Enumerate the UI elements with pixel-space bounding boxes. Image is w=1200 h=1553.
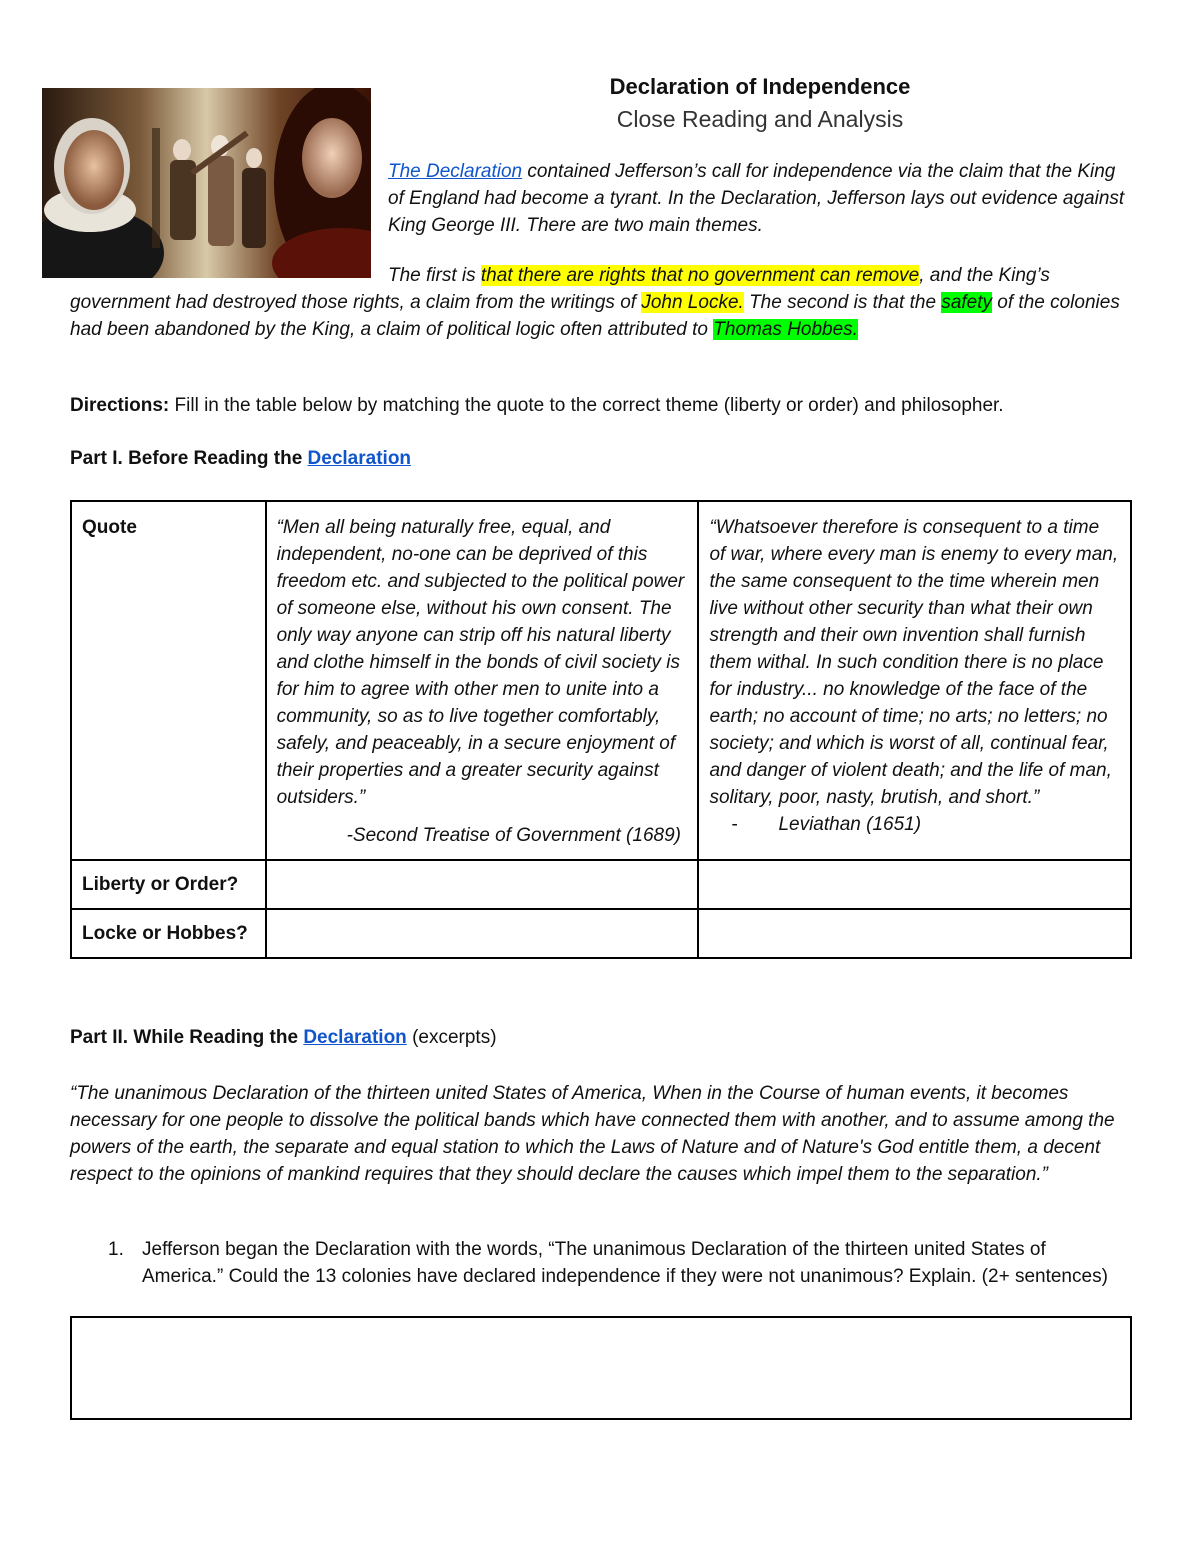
themes-paragraph <box>70 262 1132 343</box>
part1-heading <box>70 448 1132 470</box>
intro-text: contained Jefferson’s call for independence via the claim that the King of England had become a tyrant. In the Declaration, Jefferson lays out evidence against King George III. There are two main themes. <box>388 161 1125 236</box>
table-row-liberty-order <box>71 860 1131 909</box>
row-header-locke-hobbes: Locke or Hobbes? <box>71 909 266 958</box>
document-title: Declaration of Independence <box>609 74 911 99</box>
part2-declaration-link[interactable]: Declaration <box>303 1027 407 1048</box>
directions <box>70 395 1132 417</box>
quote-hobbes-text: “Whatsoever therefore is consequent to a time of war, where every man is enemy to every man, the same consequent to the time wherein men live without other security than what their own strength and their own invention shall furnish them withal. In such condition there is no place for industry... no knowledge of the face of the earth; no account of time; no arts; no letters; no society; and which is worst of all, continual fear, and danger of violent death; and the life of man, solitary, poor, nasty, brutish, and short.” <box>709 517 1119 808</box>
document-subtitle: Close Reading and Analysis <box>616 106 904 132</box>
declaration-excerpt: “The unanimous Declaration of the thirteen united States of America, When in the Course of human events, it becomes necessary for one people to dissolve the political bands which have connected them with another, and to assume among the powers of the earth, the separate and equal station to which the Laws of Nature and of Nature's God entitle them, a decent respect to the opinions of mankind requires that they should declare the causes which impel them to the separation.” <box>70 1083 1115 1185</box>
highlight-thomas-hobbes: Thomas Hobbes. <box>713 319 858 340</box>
answer-box-question-1[interactable] <box>70 1316 1132 1420</box>
row-header-liberty-order: Liberty or Order? <box>71 860 266 909</box>
intro-paragraph <box>388 158 1133 239</box>
directions-text: Fill in the table below by matching the quote to the correct theme (liberty or order) and philosopher. <box>169 395 1004 416</box>
answer-cell-liberty-1[interactable] <box>266 860 699 909</box>
quote-hobbes-source-text: Leviathan (1651) <box>778 814 922 835</box>
part2-heading-text: Part II. While Reading the <box>70 1027 304 1048</box>
question-text: Jefferson began the Declaration with the words, “The unanimous Declaration of the thirteen united States of America.” Could the 13 colonies have declared independence if they were not unanimous? Explain. (2+ sentences) <box>142 1239 1108 1287</box>
quote-hobbes-cell <box>698 501 1131 860</box>
table-row-locke-hobbes <box>71 909 1131 958</box>
part2-suffix: (excerpts) <box>406 1027 497 1048</box>
quote-locke-text: “Men all being naturally free, equal, and independent, no-one can be deprived of this freedom etc. and subjected to the political power of someone else, without his own consent. The only way anyone can strip off his natural liberty and clothe himself in the bonds of civil society is for him to agree with other men to unite into a community, so as to live together comfortably, safely, and peaceably, in a secure enjoyment of their properties and a greater security against outsiders.” <box>276 517 685 808</box>
themes-text-1: The first is <box>388 265 481 286</box>
themes-text-4: of the colonies had been abandoned by the King, a claim of political logic often attributed to <box>70 292 1120 340</box>
answer-cell-philosopher-2[interactable] <box>698 909 1131 958</box>
quote-locke-source: -Second Treatise of Government (1689) <box>346 825 681 846</box>
answer-cell-liberty-2[interactable] <box>698 860 1131 909</box>
quote-hobbes-source <box>709 811 1120 838</box>
table-row-quote <box>71 501 1131 860</box>
question-number: 1. <box>108 1239 124 1260</box>
directions-label: Directions: <box>70 395 170 416</box>
highlight-rights: that there are rights that no government can remove <box>480 265 920 286</box>
answer-cell-philosopher-1[interactable] <box>266 909 699 958</box>
themes-text-2: , and the King’s government had destroyed those rights, a claim from the writings of <box>70 265 1050 313</box>
source-dash: - <box>731 814 738 835</box>
header-illustration <box>42 88 371 278</box>
part1-heading-text: Part I. Before Reading the <box>70 448 308 469</box>
declaration-link[interactable]: The Declaration <box>388 161 523 182</box>
quote-locke-cell <box>266 501 699 860</box>
highlight-safety: safety <box>941 292 993 313</box>
highlight-john-locke: John Locke. <box>641 292 744 313</box>
quote-table <box>70 500 1132 959</box>
part2-heading <box>70 1027 1132 1049</box>
part1-declaration-link[interactable]: Declaration <box>307 448 412 469</box>
question-1 <box>108 1236 1128 1290</box>
themes-text-3: The second is that the <box>743 292 942 313</box>
row-header-quote: Quote <box>71 501 266 860</box>
